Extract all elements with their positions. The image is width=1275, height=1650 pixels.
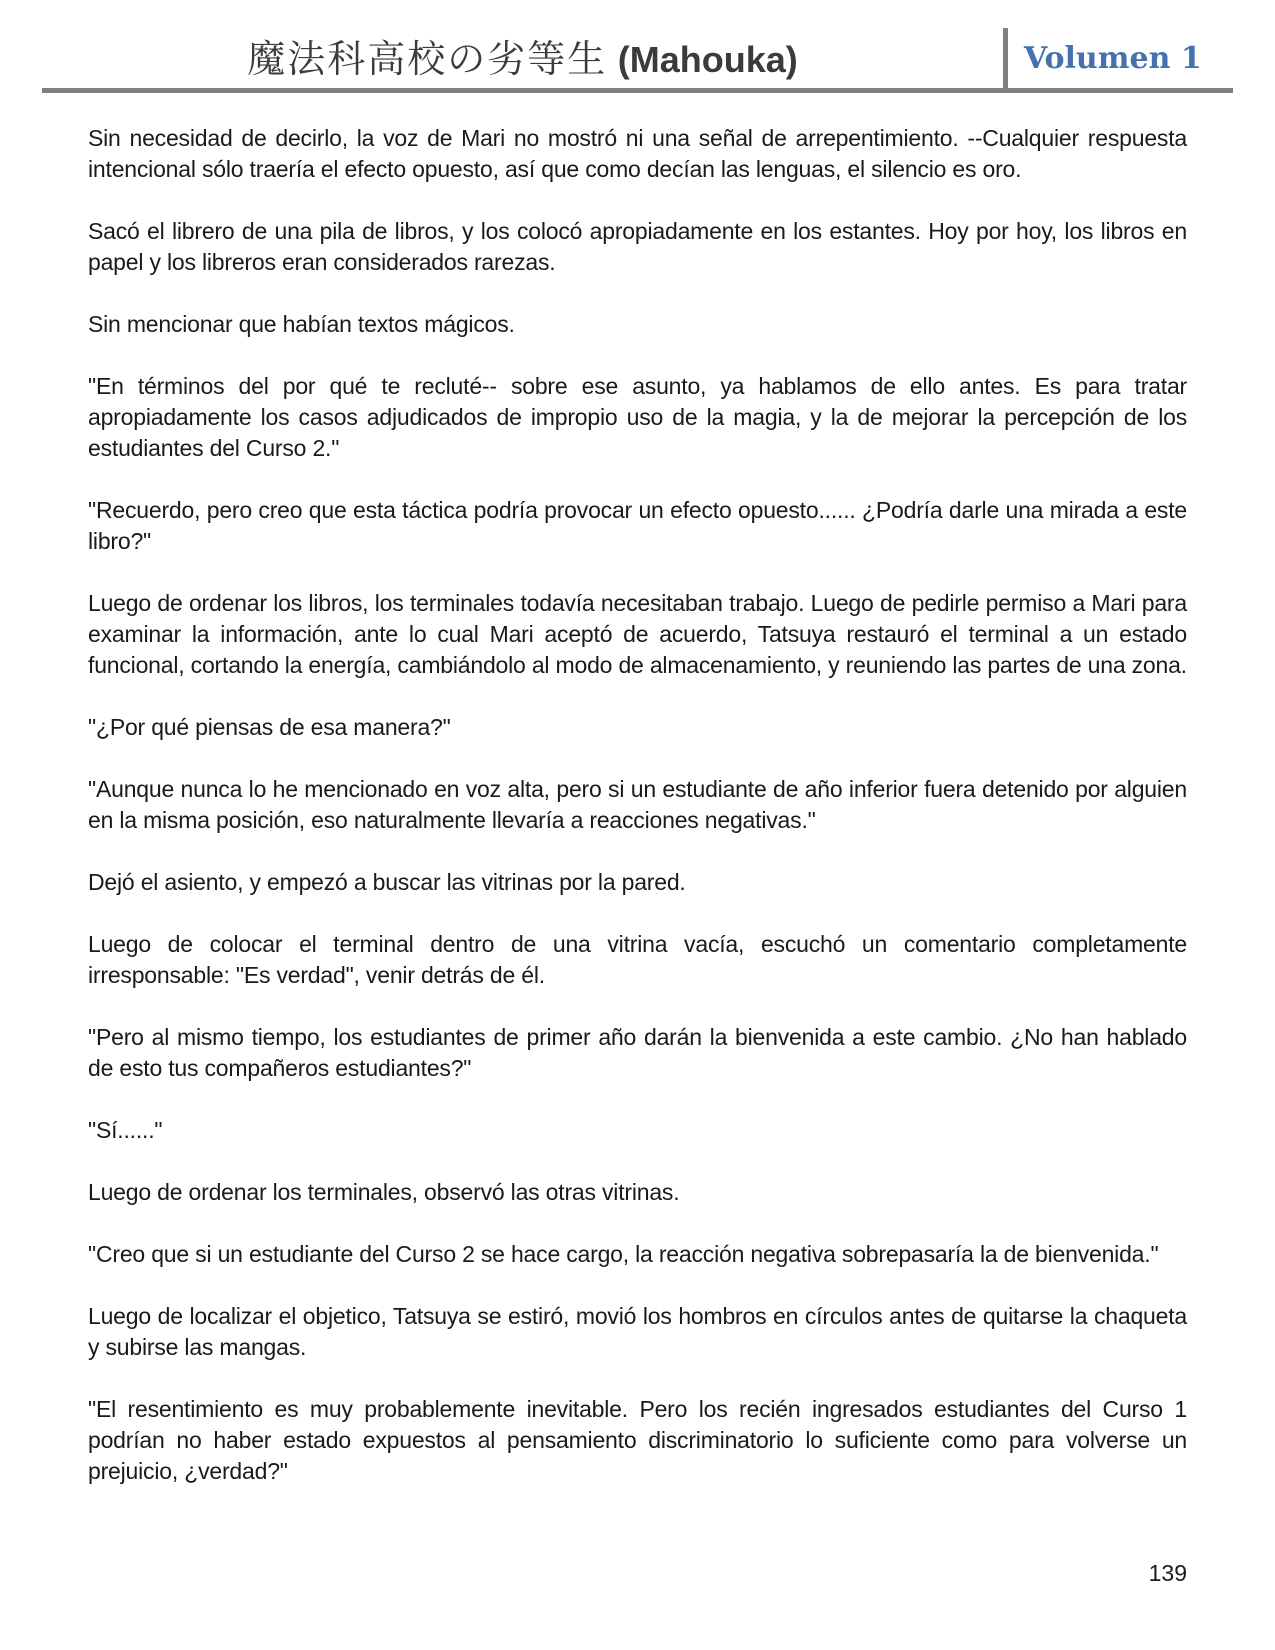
paragraph: Sin necesidad de decirlo, la voz de Mari no mostró ni una señal de arrepentimiento. --Cualquier respuesta intencional sólo traería el efecto opuesto, así que como decían las lenguas, el silencio es oro. (88, 125, 1187, 182)
paragraph: "¿Por qué piensas de esa manera?" (88, 714, 451, 740)
paragraph: Sacó el librero de una pila de libros, y los colocó apropiadamente en los estantes. Hoy por hoy, los libros en papel y los libreros eran considerados rarezas. (88, 218, 1187, 275)
paragraph: "Pero al mismo tiempo, los estudiantes de primer año darán la bienvenida a este cambio. ¿No han hablado de esto tus compañeros estudiantes?" (88, 1024, 1187, 1081)
paragraph: "En términos del por qué te recluté-- sobre ese asunto, ya hablamos de ello antes. Es para tratar apropiadamente los casos adjudicados de impropio uso de la magia, y la de mejorar la percepción de los estudiantes del Curso 2." (88, 373, 1187, 461)
paragraph: Luego de ordenar los terminales, observó las otras vitrinas. (88, 1179, 680, 1205)
paragraph: "El resentimiento es muy probablemente inevitable. Pero los recién ingresados estudiantes del Curso 1 podrían no haber estado expuestos al pensamiento discriminatorio lo suficiente como para volverse un prejuicio, ¿verdad?" (88, 1396, 1187, 1484)
header-rule (42, 88, 1233, 93)
paragraph: "Sí......" (88, 1117, 163, 1143)
volume-label: Volumen 1 (1024, 40, 1202, 76)
page-title (42, 39, 1003, 82)
paragraph: "Recuerdo, pero creo que esta táctica podría provocar un efecto opuesto...... ¿Podría darle una mirada a este libro?" (88, 497, 1187, 554)
paragraph: "Aunque nunca lo he mencionado en voz alta, pero si un estudiante de año inferior fuera detenido por alguien en la misma posición, eso naturalmente llevaría a reacciones negativas." (88, 776, 1187, 833)
title-japanese: 魔法科高校の劣等生 (247, 37, 608, 82)
page-body (88, 123, 1187, 1487)
paragraph: Luego de ordenar los libros, los terminales todavía necesitaban trabajo. Luego de pedirle permiso a Mari para examinar la información, ante lo cual Mari aceptó de acuerdo, Tatsuya restauró el terminal a un estado funcional, cortando la energía, cambiándolo al modo de almacenamiento, y reuniendo las partes de una zona. (88, 590, 1187, 678)
paragraph: "Creo que si un estudiante del Curso 2 se hace cargo, la reacción negativa sobrepasaría la de bienvenida." (88, 1241, 1159, 1267)
page-header (42, 0, 1233, 88)
page-footer (1149, 1560, 1187, 1587)
paragraph: Luego de colocar el terminal dentro de una vitrina vacía, escuchó un comentario completamente irresponsable: "Es verdad", venir detrás de él. (88, 931, 1187, 988)
title-romanized: (Mahouka) (617, 39, 798, 81)
page-number: 139 (1148, 1560, 1187, 1586)
paragraph: Luego de localizar el objetico, Tatsuya se estiró, movió los hombros en círculos antes de quitarse la chaqueta y subirse las mangas. (88, 1303, 1187, 1360)
paragraph: Dejó el asiento, y empezó a buscar las vitrinas por la pared. (88, 869, 686, 895)
title-cell (42, 39, 1003, 88)
volume-cell (1003, 28, 1233, 88)
paragraph: Sin mencionar que habían textos mágicos. (88, 311, 515, 337)
